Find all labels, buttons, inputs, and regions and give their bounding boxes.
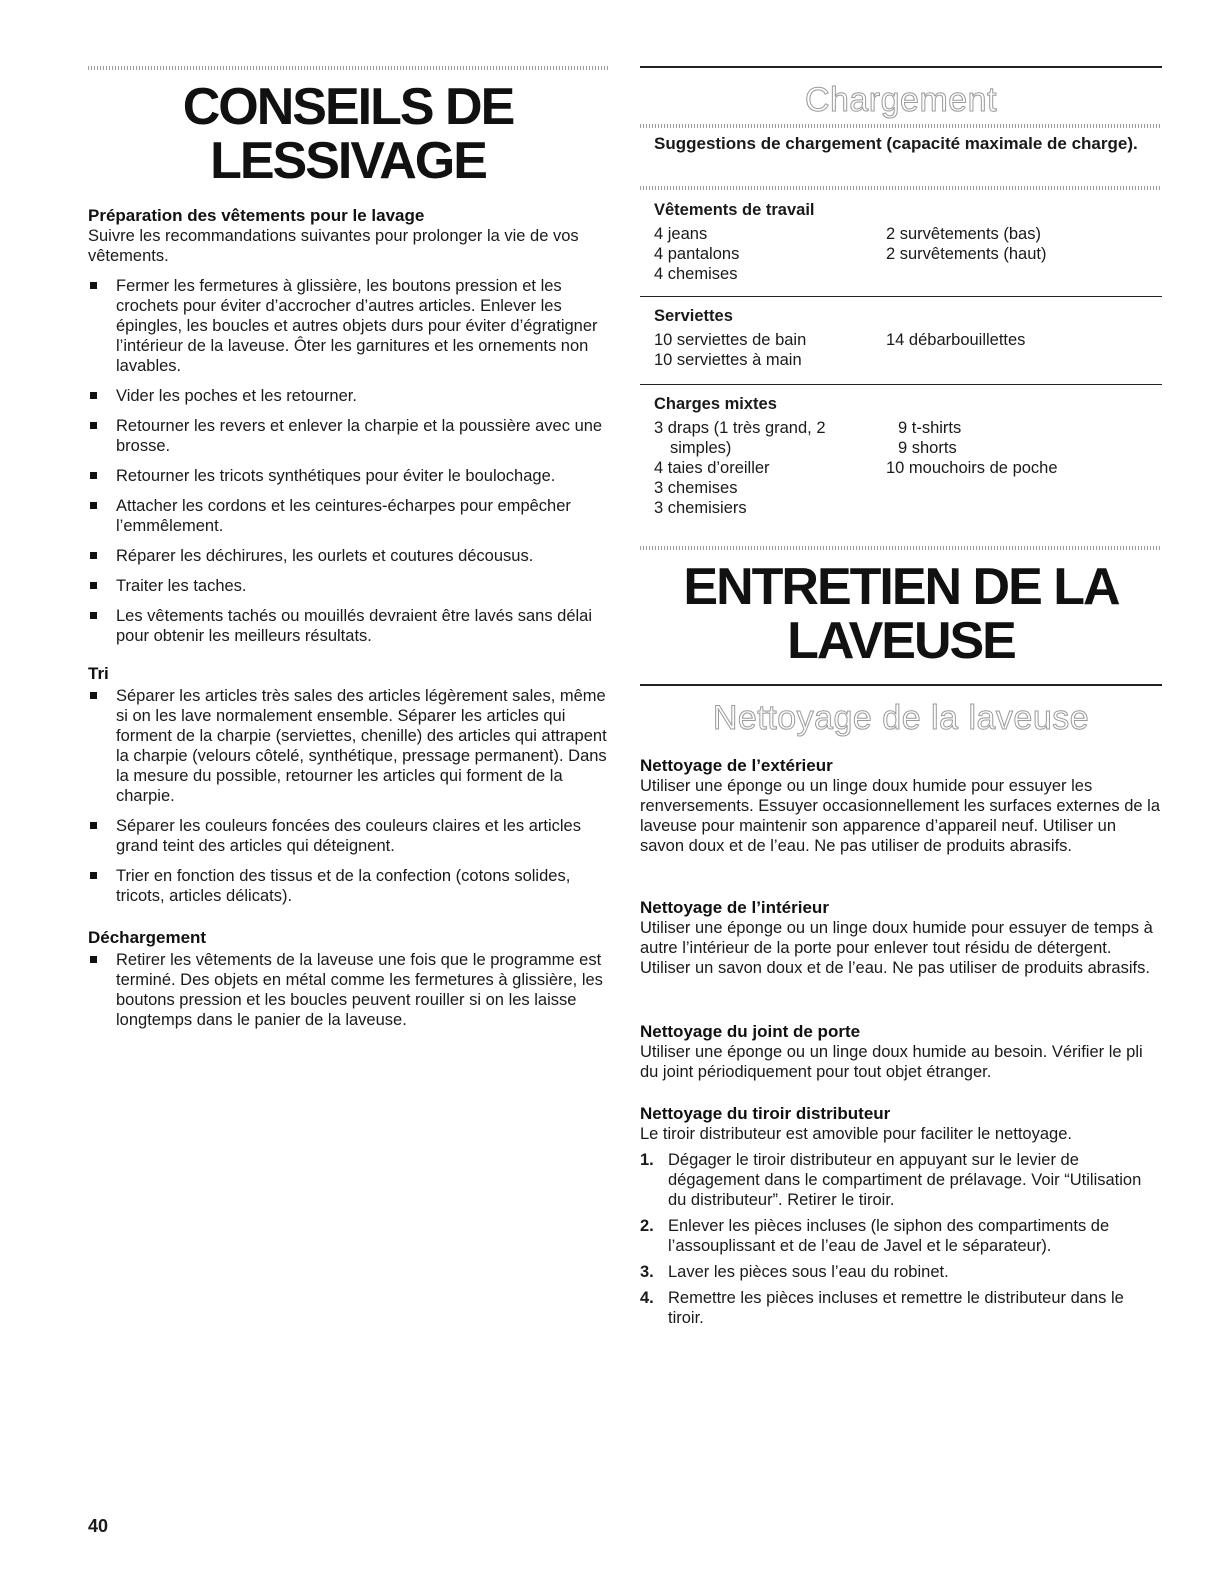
load-item: 9 t-shirts [898, 419, 962, 437]
prep-heading: Préparation des vêtements pour le lavage [88, 206, 425, 225]
interieur-heading: Nettoyage de l’intérieur [640, 898, 829, 917]
list-item: Réparer les déchirures, les ourlets et coutures décousus. [88, 546, 608, 566]
load-item: 10 serviettes à main [654, 351, 802, 369]
step-text: Remettre les pièces incluses et remettre le distributeur dans le tiroir. [668, 1289, 1124, 1327]
joint-heading: Nettoyage du joint de porte [640, 1022, 861, 1041]
tiroir-steps [640, 1150, 1162, 1328]
tiroir-intro: Le tiroir distributeur est amovible pour faciliter le nettoyage. [640, 1125, 1072, 1143]
interieur-text: Utiliser une éponge ou un linge doux humide pour essuyer de temps à autre l’intérieur de la porte pour enlever tout résidu de détergent. Utiliser un savon doux et de l’eau. Ne pas utiliser de produits abrasifs. [640, 919, 1153, 977]
prep-list [88, 276, 608, 646]
load-item: 10 mouchoirs de poche [886, 459, 1058, 477]
step-number: 2. [640, 1217, 654, 1235]
load-item: 4 taies d’oreiller [654, 459, 770, 477]
list-item: Attacher les cordons et les ceintures-écharpes pour empêcher l’emmêlement. [88, 496, 608, 536]
list-item: Vider les poches et les retourner. [88, 386, 608, 406]
nettoyage-exterieur [640, 756, 1162, 856]
joint-text: Utiliser une éponge ou un linge doux humide au besoin. Vérifier le pli du joint périodiquement pour tout objet étranger. [640, 1043, 1143, 1081]
exterieur-heading: Nettoyage de l’extérieur [640, 756, 833, 775]
title-line-1: CONSEILS DE [182, 78, 514, 136]
list-item: Traiter les taches. [88, 576, 608, 596]
title-line-2: LAVEUSE [787, 612, 1015, 670]
nettoyage-tiroir [640, 1104, 1162, 1334]
tri-section [88, 664, 608, 916]
step-number: 1. [640, 1151, 654, 1169]
load-item: 4 jeans [654, 225, 708, 243]
list-item: Séparer les articles très sales des articles légèrement sales, même si on les lave normalement ensemble. Séparer les articles qui forment de la charpie (serviettes, chenille) des articles qui attrapent la charpie (velours côtelé, synthétique, pressage permanent). Dans la mesure du possible, retourner les articles qui forment de la charpie. [88, 686, 608, 806]
list-item [640, 1150, 1162, 1210]
list-item: Séparer les couleurs foncées des couleurs claires et les articles grand teint des articles qui déteignent. [88, 816, 608, 856]
list-item [640, 1262, 1162, 1282]
step-number: 4. [640, 1289, 654, 1307]
step-text: Laver les pièces sous l’eau du robinet. [668, 1263, 949, 1281]
list-item [640, 1216, 1162, 1256]
title-line-1: ENTRETIEN DE LA [683, 558, 1119, 616]
load-item: 3 chemises [654, 479, 738, 497]
dechargement-heading: Déchargement [88, 928, 207, 947]
load-group-travail [640, 200, 1162, 284]
load-item: 10 serviettes de bain [654, 331, 807, 349]
step-number: 3. [640, 1263, 654, 1281]
dechargement-list [88, 950, 608, 1030]
chargement-lead: Suggestions de chargement (capacité maximale de charge). [654, 134, 1138, 153]
prep-intro: Suivre les recommandations suivantes pour prolonger la vie de vos vêtements. [88, 227, 579, 265]
load-group-mixtes [640, 394, 1162, 518]
load-item: 3 chemisiers [654, 499, 747, 517]
title-line-2: LESSIVAGE [210, 132, 486, 190]
load-item: simples) [670, 439, 732, 457]
load-item: 14 débarbouillettes [886, 331, 1026, 349]
load-item: 9 shorts [898, 439, 957, 457]
step-text: Enlever les pièces incluses (le siphon des compartiments de l’assouplissant et de l’eau de Javel et le séparateur). [668, 1217, 1110, 1255]
entretien-rule [640, 684, 1162, 686]
chargement-dotted-rule-2 [640, 186, 1162, 190]
page-number: 40 [88, 1516, 109, 1536]
entretien-dotted-rule [640, 546, 1162, 550]
tri-heading: Tri [88, 664, 109, 683]
load-group-heading: Vêtements de travail [654, 201, 815, 219]
list-item: Retourner les revers et enlever la charpie et la poussière avec une brosse. [88, 416, 608, 456]
load-item: 4 chemises [654, 265, 738, 283]
section-title-entretien [640, 560, 1162, 668]
nettoyage-joint [640, 1022, 1162, 1082]
top-dotted-rule [88, 66, 608, 70]
chargement-title: Chargement [804, 81, 998, 119]
list-item: Fermer les fermetures à glissière, les boutons pression et les crochets pour éviter d’accrocher d’autres articles. Enlever les épingles, les boucles et autres objets durs pour éviter d’égratigner l’intérieur de la laveuse. Ôter les garnitures et les ornements non lavables. [88, 276, 608, 376]
step-text: Dégager le tiroir distributeur en appuyant sur le levier de dégagement dans le compartiment de prélavage. Voir “Utilisation du distributeur”. Retirer le tiroir. [668, 1151, 1142, 1209]
load-item: 2 survêtements (haut) [886, 245, 1047, 263]
list-item: Retourner les tricots synthétiques pour éviter le boulochage. [88, 466, 608, 486]
dechargement-section [88, 928, 608, 1040]
list-item: Trier en fonction des tissus et de la confection (cotons solides, tricots, articles délicats). [88, 866, 608, 906]
load-item: 3 draps (1 très grand, 2 [654, 419, 826, 437]
tri-list [88, 686, 608, 906]
entretien-subtitle: Nettoyage de la laveuse [712, 699, 1090, 737]
exterieur-text: Utiliser une éponge ou un linge doux humide pour essuyer les renversements. Essuyer occasionnellement les surfaces externes de la laveuse pour maintenir son apparence d’appareil neuf. Utiliser un savon doux et de l’eau. Ne pas utiliser de produits abrasifs. [640, 777, 1160, 855]
nettoyage-interieur [640, 898, 1162, 978]
load-item: 2 survêtements (bas) [886, 225, 1041, 243]
load-item: 4 pantalons [654, 245, 740, 263]
list-item: Retirer les vêtements de la laveuse une fois que le programme est terminé. Des objets en métal comme les fermetures à glissière, les boutons pression et les boucles peuvent rouiller si on les laisse longtemps dans le panier de la laveuse. [88, 950, 608, 1030]
section-title-conseils [88, 80, 608, 188]
list-item [640, 1288, 1162, 1328]
load-group-serviettes [640, 306, 1162, 370]
chargement-dotted-rule [640, 124, 1162, 128]
load-group-heading: Charges mixtes [654, 395, 777, 413]
load-divider [640, 384, 1162, 385]
prep-section [88, 206, 608, 656]
tiroir-heading: Nettoyage du tiroir distributeur [640, 1104, 891, 1123]
chargement-top-rule [640, 66, 1162, 68]
list-item: Les vêtements tachés ou mouillés devraient être lavés sans délai pour obtenir les meilleurs résultats. [88, 606, 608, 646]
load-group-heading: Serviettes [654, 307, 733, 325]
load-divider [640, 296, 1162, 297]
